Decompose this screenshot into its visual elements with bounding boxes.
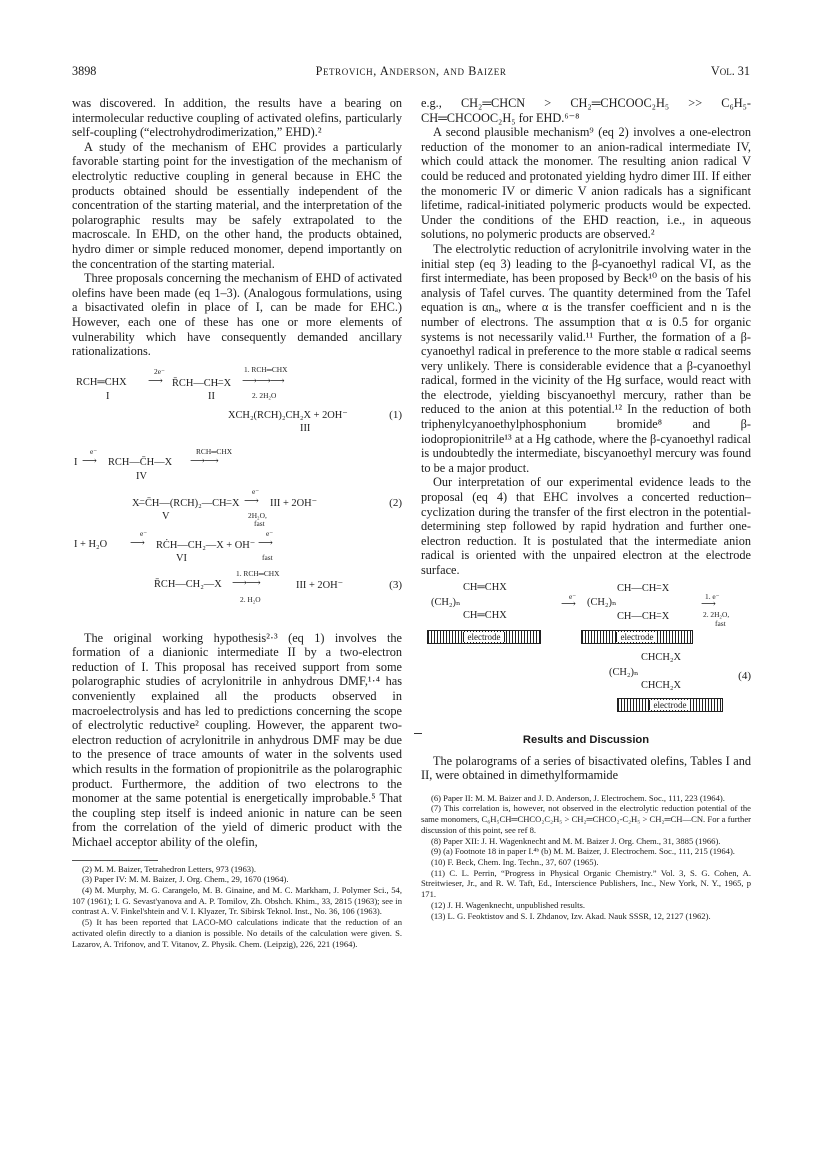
eq3-number: (3)	[389, 578, 402, 591]
eq4-b-ring: (CH₂)ₙ	[587, 596, 617, 608]
eq2-arrow: ⟶	[82, 455, 97, 467]
footnote: (6) Paper II: M. M. Baizer and J. D. Anderson, J. Electrochem. Soc., 111, 223 (1964).	[431, 792, 725, 803]
footnote: (5) It has been reported that LACO-MO calculations indicate that the reduction of an activated olefin directly to a dianion is possible. No details of the calculation were given. S. Lazarov, A. Trifonov, and T. Vitanov, Z. Physik. Chem. (Leipzig), 226, 221 (1964).	[72, 917, 402, 949]
eq1-arrow: ⟶	[148, 375, 163, 387]
eq1-reactant: RCH═CHX	[76, 376, 127, 388]
eq3-start: I + H₂O	[74, 538, 108, 550]
paragraph: A second plausible mechanism⁹ (eq 2) involves a one-electron reduction of the monomer to an anion-radical intermediate IV, which could attack the monomer. The resulting anion radical V could be reduced and protonated yielding hydro dimer III. If either the monomeric IV or dimeric V anion radicals has a significant lifetime, radical-initiated polymeric products would be expected. Under the conditions of the EHD reaction, i.e., in aqueous solutions, no polymeric products are observed.²	[421, 125, 751, 242]
eq2-intermediate: RCH—C̄H—X	[108, 456, 173, 468]
eq4-arrow-label: 1. e⁻	[705, 591, 720, 601]
footnote: (9) (a) Footnote 18 in paper I.⁴ᵇ (b) M. M. Baizer, J. Electrochem. Soc., 111, 215 (1964).	[431, 846, 735, 857]
footnote: (13) L. G. Feoktistov and S. I. Zhdanov, Izv. Akad. Nauk SSSR, 12, 2127 (1962).	[431, 910, 711, 921]
eq2-arrow: ⟶	[244, 495, 259, 507]
eq4-arrow: ⟶	[561, 598, 576, 610]
eq2-label-V: V	[162, 510, 170, 522]
eq1-product: XCH₂(RCH)₂CH₂X + 2OH⁻	[228, 409, 348, 421]
volume-label: Vol. 31	[710, 64, 750, 78]
eq2-arrow-label: e⁻	[90, 446, 98, 456]
paragraph: Three proposals concerning the mechanism of EHD of activated olefins have been made (eq 1–3). (Analogous formulations, using a bisactivated olefin in place of I, can be made for EHC.) However, each one of these has one or more elements of vulnerability which have consequently demanded ancillary rationalizations.	[72, 271, 402, 359]
eq2-dimer: X⁻̶C̄H—(RCH)₂—CH⁻̶X	[132, 497, 240, 509]
paragraph: The electrolytic reduction of acrylonitrile involving water in the initial step (eq 3) leading to the β-cyanoethyl radical VI, as the first intermediate, has been proposed by Beck¹⁰ on the basis of his analysis of Tafel curves. The quantity determined from the Tafel equation is αnₐ, where α is the transfer coefficient and n is the number of electrons. The assumption that α is 0.5 for organic systems is not necessarily valid.¹¹ Further, the formation of a β-cyanoethyl radical in preference to the more stable α radical seems very unlikely. There is considerable evidence that a β-cyanoethyl radical, formed in the vicinity of the Hg surface, would react with the electrode, yielding biscyanoethyl mercury, rather than be reduced to the anion at this potential.¹² In the reduction of both triphenylcyanoethylphosphonium bromide⁸ and β-iodopropionitrile¹³ at a Hg cathode, where the β-cyanoethyl radical is undoubtedly the intermediate, biscyanoethyl mercury was found to be a major product.	[421, 241, 751, 475]
footnote-rule	[72, 860, 158, 861]
running-header	[72, 64, 750, 82]
equation-4	[421, 578, 751, 728]
eq4-fast: fast	[715, 618, 726, 628]
footnotes-right	[421, 793, 751, 921]
eq1-label-III: III	[300, 422, 311, 434]
eq2-start: I	[74, 456, 78, 468]
right-column	[421, 96, 751, 921]
eq3-arrow: ⟶	[258, 537, 273, 549]
eq3-label-VI: VI	[176, 552, 187, 564]
footnote: (10) F. Beck, Chem. Ing. Techn., 37, 607 (1965).	[431, 857, 599, 867]
eq4-c-bottom: CHCH₂X	[641, 679, 681, 691]
eq3-reagent: 2. H₂O	[240, 594, 261, 604]
eq4-number: (4)	[738, 669, 751, 682]
eq4-arrow-label: e⁻	[569, 591, 577, 601]
footnote: (8) Paper XII: J. H. Wagenknecht and M. M. Baizer J. Org. Chem., 31, 3885 (1966).	[431, 835, 721, 846]
eq4-c-top: CHCH₂X	[641, 651, 681, 663]
page-number: 3898	[72, 64, 97, 78]
footnote: (3) Paper IV: M. M. Baizer, J. Org. Chem., 29, 1670 (1964).	[82, 874, 289, 885]
eq2-number: (2)	[389, 496, 402, 509]
eq3-fast: fast	[262, 552, 273, 562]
eq4-a-bottom: CH═CHX	[463, 609, 507, 621]
eq3-arrow-label: e⁻	[140, 528, 148, 538]
footnotes-left	[72, 860, 402, 950]
section-title: Results and Discussion	[522, 733, 650, 746]
eq1-label-I: I	[106, 390, 110, 402]
eq4-b-top: CH—CH⁻̶X	[617, 582, 670, 594]
eq1-reagent: 2. 2H₂O	[252, 390, 277, 400]
paragraph: e.g., CH₂═CHCN > CH₂═CHCOOC₂H₅ >> C₆H₅-CH═CHCOOC₂H₅ for EHD.⁶⁻⁸	[421, 96, 751, 125]
eq4-arrow: ⟶	[701, 598, 715, 610]
eq2-arrow-label: e⁻	[252, 486, 260, 496]
eq4-a-top: CH═CHX	[463, 581, 507, 593]
paragraph: A study of the mechanism of EHC provides a particularly favorable starting point for the investigation of the mechanism of electrolytic reductive coupling in general because in EHC the products obtained should be essentially independent of the concentration of the starting material, and the interpretation of the polarographic results may be safely extrapolated to the macroscale. In EHD, on the other hand, the products obtained, hydro dimer or simple reduced monomer, depend importantly on the concentration of the starting material.	[72, 139, 402, 271]
running-title: Petrovich, Anderson, and Baizer	[315, 64, 507, 78]
footnote: (7) This correlation is, however, not observed in the electrolytic reduction potential of the same monomers, C₆H₅CH═CHCO₂C₂H₅ > CH₂═CHCO₂-C₂H₅ > CH₂═CH—CN. For a further discussion of this point, see ref 8.	[421, 803, 751, 835]
paragraph: was discovered. In addition, the results have a bearing on intermolecular reductive coupling of activated olefins, particularly self-coupling (“electrohydrodimerization,” EHD).²	[72, 96, 402, 140]
eq4-c-ring: (CH₂)ₙ	[609, 666, 639, 678]
eq1-label-II: II	[208, 390, 215, 402]
eq2-conditions: 2H₂O,	[248, 510, 267, 520]
electrode-bar: electrode	[617, 698, 723, 712]
footnote: (2) M. M. Baizer, Tetrahedron Letters, 973 (1963).	[82, 863, 257, 874]
eq4-a-ring: (CH₂)ₙ	[431, 596, 461, 608]
footnote: (12) J. H. Wagenknecht, unpublished results.	[431, 899, 586, 910]
paragraph: Our interpretation of our experimental evidence leads to the proposal (eq 4) that EHC involves a concerted reduction–cyclization during the transfer of the first electron in the potential-determining step followed by rapid hydration and further one-electron reduction. It is postulated that the intermediate anion radical is oriented with the unpaired electron at the electrode surface.	[421, 475, 751, 577]
footnote: (4) M. Murphy, M. G. Carangelo, M. B. Ginaine, and M. C. Markham, J. Polymer Sci., 54, 107 (1961); I. G. Sevast'yanova and A. P. Tomilov, Zh. Obshch. Khim., 33, 2815 (1963); see in contrast A. V. Finkel'shtein and V. I. Klyazer, Tr. Sibirsk Teknol. Inst., No. 36, 106 (1963).	[72, 885, 402, 917]
eq2-reagent: RCH═CHX	[196, 446, 233, 456]
eq3-arrow-label: e⁻	[266, 528, 274, 538]
paragraph: The polarograms of a series of bisactivated olefins, Tables I and II, were obtained in dimethylformamide	[421, 753, 751, 783]
eq1-arrow-long: ⟶⟶⟶	[242, 375, 284, 387]
footnote: (11) C. L. Perrin, “Progress in Physical Organic Chemistry.” Vol. 3, S. G. Cohen, A. Streitwieser, Jr., and R. W. Taft, Ed., Interscience Publishers, Inc., New York, N. Y., 1965, p 171.	[421, 867, 751, 900]
electrode-bar: electrode	[427, 630, 541, 644]
eq4-conditions: 2. 2H₂O,	[703, 609, 730, 619]
eq1-reagent: 1. RCH═CHX	[244, 364, 288, 374]
eq3-intermediate: RĊH—CH₂—X + OH⁻	[156, 539, 256, 551]
paragraph: The original working hypothesis²·³ (eq 1) involves the formation of a dianionic intermediate II by a two-electron reduction of I. This proposal has received support from some polarographic studies of acrylonitrile in anhydrous DMF,¹·⁴ has conveniently explained all the products observed in macroelectrolysis and has led to predictions concerning the scope of electrolytic reductive² coupling. However, the apparent two-electron reduction of acrylonitrile in anhydrous DMF may be due to the presence of trace amounts of water in the solvents used which results in the formation of propionitrile as the polarographic product. Furthermore, the addition of two electrons to the monomer at the same potential is energetically improbable.⁵ That the coupling step itself is indeed anionic in nature can be seen from the correlation of the yield of dimeric product with the Michael acceptor ability of the olefin,	[72, 630, 402, 849]
eq3-anion: R̄CH—CH₂—X	[154, 578, 222, 590]
electrode-bar: electrode	[581, 630, 693, 644]
equations-1-3	[72, 359, 402, 631]
eq2-fast: fast	[254, 518, 265, 528]
eq1-intermediate: R̄CH—CH⁻̶X	[172, 377, 232, 389]
eq3-reagent: 1. RCH═CHX	[236, 568, 280, 578]
eq1-arrow-label: 2e⁻	[154, 366, 165, 376]
eq4-b-bottom: CH—CH⁻̶X	[617, 610, 670, 622]
eq2-label-IV: IV	[136, 470, 147, 482]
eq1-number: (1)	[389, 408, 402, 421]
eq3-product: III + 2OH⁻	[296, 579, 344, 591]
eq3-arrow-long: ⟶⟶	[232, 577, 260, 589]
left-column	[72, 96, 402, 949]
eq2-product: III + 2OH⁻	[270, 497, 318, 509]
eq3-arrow: ⟶	[130, 537, 145, 549]
eq2-arrow-long: ⟶⟶	[190, 455, 218, 467]
